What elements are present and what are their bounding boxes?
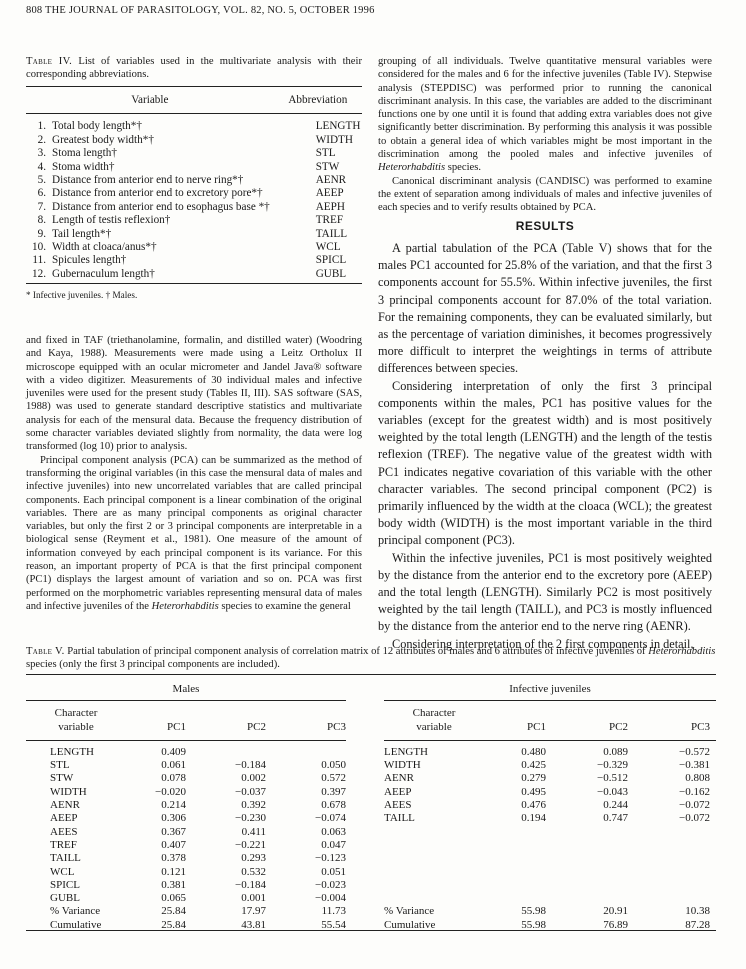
juv-cell: 0.089: [603, 745, 628, 758]
males-cell: WIDTH: [50, 785, 87, 798]
juv-cell: −0.043: [597, 785, 628, 798]
table4-row-abbrev: STW: [315, 160, 340, 173]
males-cell: −0.023: [315, 878, 346, 891]
juv-cell: −0.381: [679, 759, 710, 772]
table4-row: [26, 268, 362, 281]
males-cell: 43.81: [241, 918, 266, 931]
males-cell: AEEP: [50, 812, 78, 825]
males-cell: 0.001: [241, 892, 266, 905]
males-cell: 0.050: [321, 759, 346, 772]
table4-row-number: 4.: [37, 160, 46, 173]
table5-row: [26, 746, 716, 759]
table4-row: [26, 174, 362, 187]
males-cell: 0.381: [161, 878, 186, 891]
juv-cell: [484, 879, 546, 892]
males-cell: GUBL: [50, 892, 80, 905]
males-cell: 0.065: [161, 892, 186, 905]
table5-row: [26, 799, 716, 812]
juv-cell: −0.072: [679, 799, 710, 812]
table4-row-abbrev: WCL: [315, 241, 341, 254]
juv-cell: [546, 852, 628, 865]
males-cell: −0.184: [235, 759, 266, 772]
table4-row-variable: Tail length*†: [52, 227, 112, 240]
running-header: 808 THE JOURNAL OF PARASITOLOGY, VOL. 82, NO. 5, OCTOBER 1996: [26, 5, 375, 16]
juv-pc1-header: PC1: [527, 720, 546, 733]
juv-cell: [628, 879, 716, 892]
juv-cell: % Variance: [384, 905, 435, 918]
table4-row-abbrev: LENGTH: [315, 120, 361, 133]
table4-row-variable: Distance from anterior end to esophagus base *†: [52, 200, 270, 213]
table5-row: [26, 879, 716, 892]
juv-cell: [484, 839, 546, 852]
males-cell: 0.409: [161, 745, 186, 758]
juv-cell: WIDTH: [384, 759, 421, 772]
males-cell: 0.047: [321, 838, 346, 851]
males-cell: 17.97: [241, 905, 266, 918]
juv-cell: AEEP: [384, 785, 412, 798]
males-cell: SPICL: [50, 878, 80, 891]
left-column-text: [26, 334, 362, 613]
males-cell: [266, 746, 346, 759]
table5-caption: Table V. Partial tabulation of principal component analysis of correlation matrix of 12 attributes of males and 6 attributes of infective juveniles of Heterorhabditis species (only the first 3 principal components are included).: [26, 646, 716, 670]
males-cell: 0.392: [241, 799, 266, 812]
juv-cell: [546, 839, 628, 852]
males-cell: 11.73: [321, 905, 346, 918]
males-cell: 0.214: [161, 799, 186, 812]
table4-row-abbrev: GUBL: [315, 267, 347, 280]
table4-row-number: 9.: [37, 227, 46, 240]
table5-row: [26, 772, 716, 785]
juv-cell: [484, 892, 546, 905]
table4-caption: [26, 55, 362, 81]
table5-row: [26, 905, 716, 918]
juv-cell: 87.28: [685, 918, 710, 931]
males-cell: −0.020: [155, 785, 186, 798]
juv-cell: AENR: [384, 772, 414, 785]
results-heading: RESULTS: [515, 219, 575, 233]
males-cell: STW: [50, 772, 74, 785]
males-cell: 25.84: [161, 905, 186, 918]
males-cell: 0.407: [161, 838, 186, 851]
juv-cell: −0.329: [597, 759, 628, 772]
results-paragraph-1: A partial tabulation of the PCA (Table V) shows that for the males PC1 accounted for 25.8% of the variation, and that the first 3 components account for 55.5%. Within infective juveniles, the first 3 principal components account for 87.0% of the total variation. For the remaining components, they can be evaluated similarly, but as the percentage of variation diminishes, it becomes progressively more difficult to interpret the weightings in terms of attribute differences between species.: [378, 241, 712, 376]
males-cell: 0.678: [321, 799, 346, 812]
results-paragraph-4: Considering interpretation of the 2 first components in detail,: [392, 636, 694, 651]
males-cell: AENR: [50, 799, 80, 812]
table4-label: Table IV.: [26, 56, 73, 67]
males-cell: −0.074: [315, 812, 346, 825]
table5-body: [26, 746, 716, 932]
juv-char-header: Character variable: [412, 707, 456, 733]
right-paragraph-2: Canonical discriminant analysis (CANDISC) was performed to examine the extent of separation among individuals of males and infective juveniles of each species and to verify results obtained by PCA.: [378, 175, 712, 214]
table4-row: [26, 114, 362, 134]
table4-row-variable: Greatest body width*†: [52, 133, 154, 146]
males-cell: 0.293: [241, 852, 266, 865]
juv-cell: [628, 892, 716, 905]
males-cell: −0.221: [235, 838, 266, 851]
table5-row: [26, 866, 716, 879]
males-char-header: Character variable: [54, 707, 98, 733]
males-cell: 55.54: [321, 918, 346, 931]
table4-row-number: 8.: [37, 214, 46, 227]
juv-cell: 0.476: [521, 799, 546, 812]
table4-row-number: 7.: [37, 200, 46, 213]
table5: [26, 683, 716, 932]
juv-cell: [628, 852, 716, 865]
males-cell: TAILL: [50, 852, 81, 865]
juv-cell: [484, 866, 546, 879]
juv-cell: −0.162: [679, 785, 710, 798]
males-cell: AEES: [50, 825, 78, 838]
table4-row-variable: Width at cloaca/anus*†: [52, 241, 157, 254]
results-paragraph-2: Considering interpretation of only the first 3 principal components within the males, PC1 has positive values for the variables (except for the greatest width) and is most positively weighted by the total length (LENGTH) and the length of the testis reflexion (TREF). The negative value of the greatest width with PC1 indicates negative covariation of this variable with the other character variables. The second principal component (PC2) is primarily influenced by the width at the cloaca (WCL); the greatest body width (WIDTH) is the most important variable in the third principal component (PC3).: [378, 378, 712, 548]
table4-row-variable: Stoma width†: [52, 160, 115, 173]
males-cell: 0.397: [321, 785, 346, 798]
males-cell: 0.367: [161, 825, 186, 838]
juv-cell: TAILL: [384, 812, 415, 825]
table4-row-abbrev: TAILL: [315, 227, 348, 240]
males-pc1-header: PC1: [167, 720, 186, 733]
table4-row: [26, 201, 362, 214]
juv-cell: 55.98: [521, 918, 546, 931]
juv-cell: [546, 826, 628, 839]
males-cell: Cumulative: [50, 918, 102, 931]
table4-row-variable: Distance from anterior end to excretory pore*†: [52, 187, 263, 200]
juv-cell: 55.98: [521, 905, 546, 918]
table4-row-variable: Spicules length†: [52, 254, 127, 267]
males-cell: 0.532: [241, 865, 266, 878]
males-cell: −0.004: [315, 892, 346, 905]
juv-cell: −0.572: [679, 745, 710, 758]
table5-bottom-rule: [26, 930, 716, 931]
males-cell: 0.411: [241, 825, 266, 838]
juv-cell: [384, 826, 484, 839]
males-cell: % Variance: [50, 905, 101, 918]
table4-row-variable: Total body length*†: [52, 120, 142, 133]
table4-row: [26, 187, 362, 200]
males-cell: 0.306: [161, 812, 186, 825]
left-paragraph-1: and fixed in TAF (triethanolamine, formalin, and distilled water) (Woodring and Kaya, 1988). Measurements were made using a Leitz Ortholux II microscope equipped with an ocular micrometer and Jandel Java® software with a video digitizer. Measurements of 30 individual males and infective juveniles were used for the present study (Tables II, III). SAS software (SAS, 1988) was used to generate standard descriptive statistics and multivariate analysis for each of the mensural data. Because the frequency distribution of some character variables deviated slightly from normality, the data were log transformed (log 10) prior to analysis.: [26, 335, 362, 453]
table4-row-number: 3.: [37, 147, 46, 160]
juv-cell: [628, 866, 716, 879]
table4-row-number: 6.: [37, 187, 46, 200]
males-cell: 0.051: [321, 865, 346, 878]
table5-row: [26, 826, 716, 839]
table4-row-abbrev: AEEP: [315, 187, 344, 200]
left-paragraph-2: Principal component analysis (PCA) can be summarized as the method of transforming the original variables (in this case the mensural data of males and infective juveniles) into new uncorrelated variables that are called principal components. Each principal component is a linear combination of the original variables. There are as many principal components as original character variables, but only the first 2 or 3 principal components are interpretable in a biological sense (Reyment et al., 1981). One measure of the amount of information conveyed by each principal component is its variance. For this reason, an important property of PCA is that the first principal component (PC1) displays the largest amount of variation and so on. PCA was first performed on the morphometric variables representing mensural data of males and infective juveniles of the Heterorhabditis species to examine the general: [26, 454, 362, 612]
table4-row-number: 2.: [37, 133, 46, 146]
juv-cell: [546, 866, 628, 879]
males-cell: STL: [50, 759, 70, 772]
juv-cell: LENGTH: [384, 745, 428, 758]
table4-row-abbrev: SPICL: [315, 254, 347, 267]
table4-row: [26, 161, 362, 174]
juv-cell: −0.512: [597, 772, 628, 785]
juv-cell: 20.91: [603, 905, 628, 918]
juv-cell: [546, 879, 628, 892]
table4-row: [26, 214, 362, 227]
table4-row: [26, 241, 362, 254]
juv-cell: 10.38: [685, 905, 710, 918]
males-cell: 0.078: [161, 772, 186, 785]
males-cell: LENGTH: [50, 745, 94, 758]
males-cell: 0.572: [321, 772, 346, 785]
males-pc2-header: PC2: [247, 720, 266, 733]
juv-cell: Cumulative: [384, 918, 436, 931]
juv-pc2-header: PC2: [609, 720, 628, 733]
males-cell: WCL: [50, 865, 75, 878]
table5-row: [26, 892, 716, 905]
table4-row-variable: Gubernaculum length†: [52, 267, 155, 280]
table4-row-abbrev: STL: [315, 147, 336, 160]
juv-cell: [628, 839, 716, 852]
table5-row: [26, 812, 716, 825]
results-text: [378, 240, 712, 653]
right-paragraph-1: grouping of all individuals. Twelve quantitative mensural variables were considered for the males and 6 for the infective juveniles (Table IV). Stepwise analysis (STEPDISC) was performed prior to running the canonical discriminant analysis. In this case, the variables are added to the discriminant functions one by one until it is found that adding extra variables does not give significantly better discrimination. By performing this analysis it was possible to obtain a general idea of which variables might be most important in the discrimination among the pooled males and infective juveniles of Heterorhabditis species.: [378, 56, 712, 174]
juv-cell: [384, 839, 484, 852]
right-column-top-text: [378, 55, 712, 215]
males-cell: 0.002: [241, 772, 266, 785]
table4-caption-text: List of variables used in the multivariate analysis with their corresponding abbreviations.: [26, 56, 362, 80]
juv-cell: [546, 892, 628, 905]
juv-cell: [384, 852, 484, 865]
table4-row-abbrev: TREF: [315, 214, 344, 227]
males-cell: −0.123: [315, 852, 346, 865]
juv-cell: [384, 879, 484, 892]
table4-row-number: 5.: [37, 174, 46, 187]
males-cell: 25.84: [161, 918, 186, 931]
table5-row: [26, 786, 716, 799]
juv-cell: 0.808: [685, 772, 710, 785]
juv-cell: [628, 826, 716, 839]
juveniles-title: Infective juveniles: [509, 683, 591, 695]
males-cell: 0.121: [161, 865, 186, 878]
table5-row: [26, 852, 716, 865]
table5-label: Table V.: [26, 646, 65, 657]
table5-row: [26, 759, 716, 772]
males-cell: −0.230: [235, 812, 266, 825]
juv-cell: [384, 892, 484, 905]
table4-row-abbrev: AENR: [315, 174, 347, 187]
table4-row-variable: Distance from anterior end to nerve ring*†: [52, 174, 244, 187]
juv-cell: AEES: [384, 799, 412, 812]
juv-cell: 0.425: [521, 759, 546, 772]
juv-cell: 0.194: [521, 812, 546, 825]
juv-pc3-header: PC3: [691, 720, 710, 733]
males-title: Males: [172, 683, 200, 695]
males-cell: 0.061: [161, 759, 186, 772]
juv-cell: −0.072: [679, 812, 710, 825]
juv-cell: 76.89: [603, 918, 628, 931]
juv-cell: [484, 852, 546, 865]
table4-footnote: * Infective juveniles. † Males.: [26, 290, 138, 300]
table4-row-number: 12.: [32, 267, 46, 280]
juv-cell: [384, 866, 484, 879]
juv-cell: 0.279: [521, 772, 546, 785]
table4-row: [26, 228, 362, 241]
table4-row-number: 10.: [32, 241, 46, 254]
table4-row-variable: Stoma length†: [52, 147, 117, 160]
males-pc3-header: PC3: [327, 720, 346, 733]
table4-body: [26, 114, 362, 281]
table4-col-abbrev: Abbreviation: [288, 94, 348, 106]
table4-row-abbrev: AEPH: [315, 200, 345, 213]
table4-row-number: 11.: [32, 254, 46, 267]
table4-row-abbrev: WIDTH: [315, 133, 353, 146]
table5-row: [26, 839, 716, 852]
table4-row: [26, 254, 362, 267]
males-cell: 0.063: [321, 825, 346, 838]
results-paragraph-3: Within the infective juveniles, PC1 is most positively weighted by the distance from the anterior end to the excretory pore (AEEP) and the total length (LENGTH). Similarly PC2 is most positively weighted by the tail length (TAILL), and PC3 is mostly influenced by the distance from the anterior end to the nerve ring (AENR).: [378, 550, 712, 634]
table4-bottom-rule: [26, 283, 362, 284]
table4-row-number: 1.: [37, 120, 46, 133]
table4-col-variable: Variable: [131, 94, 169, 106]
table4-row: [26, 134, 362, 147]
juv-cell: 0.244: [603, 799, 628, 812]
males-cell: TREF: [50, 838, 77, 851]
juv-cell: 0.495: [521, 785, 546, 798]
males-cell: 0.378: [161, 852, 186, 865]
table4-row: [26, 147, 362, 160]
table5-top-rule: [26, 674, 716, 675]
males-cell: [186, 746, 266, 759]
table4-row-variable: Length of testis reflexion†: [52, 214, 171, 227]
juv-cell: 0.747: [603, 812, 628, 825]
table4: [26, 86, 362, 281]
males-cell: −0.184: [235, 878, 266, 891]
juv-cell: [484, 826, 546, 839]
juv-cell: 0.480: [521, 745, 546, 758]
males-cell: −0.037: [235, 785, 266, 798]
